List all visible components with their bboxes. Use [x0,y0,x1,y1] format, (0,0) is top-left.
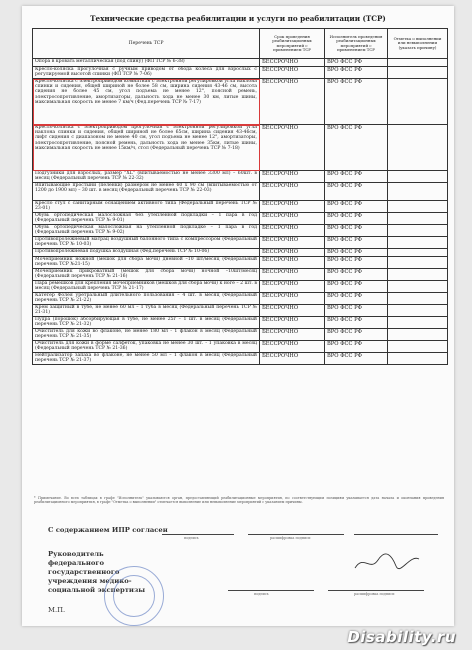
agreed-sign-line [162,534,234,535]
table-row [33,269,448,281]
mark-cell [388,257,448,269]
table-row [33,353,448,365]
mark-cell [388,67,448,79]
executor-cell: ВРО ФСС РФ [325,237,388,249]
table-row [33,293,448,305]
table-row [33,171,448,183]
term-cell: БЕССРОЧНО [260,341,325,353]
term-cell: БЕССРОЧНО [260,67,325,79]
executor-cell: ВРО ФСС РФ [325,225,388,237]
watermark: Disability.ru [347,628,456,646]
mark-cell [388,281,448,293]
executor-cell: ВРО ФСС РФ [325,59,388,67]
tsr-name-cell: Пудра (порошок) абсорбирующая в тубе, не менее 25г – 1 шт. в месяц (Федеральный перечень ТСР № 21-32) [33,317,260,329]
tsr-name-cell: Очиститель для кожи в форме салфеток, упаковка не менее 30 шт. - 1 упаковка в месяц (Федеральный перечень ТСР № 21-36) [33,341,260,353]
table-row [33,125,448,171]
table-row [33,79,448,125]
header-term: Срок проведения реабилитационных мероприятий с применением ТСР [260,29,325,59]
term-cell: БЕССРОЧНО [260,269,325,281]
tsr-name-cell: Кресло стул с санитарным оснащением активного типа (Федеральный перечень ТСР № 23-01) [33,201,260,213]
header-list: Перечень ТСР [33,29,260,59]
tsr-name-cell: Противопролежневый матрац воздушный балонного типа с компрессором (Федеральный перечень ТСР № 10-03) [33,237,260,249]
tsr-name-cell: Обувь ортопедическая малосложная без утепленной подкладки – 1 пара в год (Федеральный перечень ТСР № 9-01) [33,213,260,225]
table-row [33,237,448,249]
mark-cell [388,341,448,353]
footnote: * Примечание. Во всех таблицах в графе "Исполнитель" указываются орган, предоставляющий реабилитационные мероприятия, по соответствующим позициям указывается дата начала и окончания проведения реабилитационного мероприятия, в графе "Отметка о выполнении" отмечается выполнение или невыполнение мероприятий с указанием причины. [34,496,444,504]
term-cell: БЕССРОЧНО [260,183,325,201]
mark-cell [388,269,448,281]
name-caption-2: расшифровка подписи [354,592,395,596]
table-row [33,249,448,257]
table-row [33,305,448,317]
table-row [33,225,448,237]
mark-cell [388,79,448,125]
mark-cell [388,183,448,201]
agreed-label: С содержанием ИПР согласен [48,526,168,534]
table-row [33,317,448,329]
table-row [33,201,448,213]
mark-cell [388,225,448,237]
term-cell: БЕССРОЧНО [260,201,325,213]
tsr-name-cell: Кресло-коляска с электроприводом комнатная с электронной регулировкой угла наклона спинки и сидения, общей шириной не более 58 см, ширина сидения 43-46 см, высота сидения не более 45 см, угол подъема не менее 12°, поясной ремень, электросопротивление, амортизаторы, дальность хода не менее 30 км, литые шины, максимальная скорость не менее 7 км/ч (Фед.перечень ТСР № 7-17) [33,79,260,125]
tsr-name-cell: Крем защитный в тубе, не менее 60 мл – 1 туба в месяц (Федеральный перечень ТСР № 21-31) [33,305,260,317]
term-cell: БЕССРОЧНО [260,293,325,305]
mark-cell [388,171,448,183]
tsr-name-cell: Кресло-коляска с электроприводом прогулочная с электронной регулировкой угла наклона спинки и сидения, общей шириной не более 65см, ширина сидения 43-46см, лифт сидения с диапазоном не менее 40 см, угол подъема не менее 12°, амортизаторы, электросопротивление, поясной ремень, дальность хода не менее 35км, литые шины, максимальная скорость не менее 15км/ч, стол (Федеральный перечень ТСР № 7-18) [33,125,260,171]
executor-cell: ВРО ФСС РФ [325,249,388,257]
agreed-date-line [354,534,438,535]
term-cell: БЕССРОЧНО [260,171,325,183]
mark-cell [388,249,448,257]
term-cell: БЕССРОЧНО [260,225,325,237]
executor-cell: ВРО ФСС РФ [325,213,388,225]
tsr-name-cell: Пара ремешков для крепления мочеприемников (мешков для сбора мочи) к ноге – 2 шт. в месяц (Федеральный перечень ТСР № 21-17) [33,281,260,293]
table-row [33,341,448,353]
term-cell: БЕССРОЧНО [260,305,325,317]
executor-cell: ВРО ФСС РФ [325,79,388,125]
term-cell: БЕССРОЧНО [260,125,325,171]
term-cell: БЕССРОЧНО [260,353,325,365]
executor-cell: ВРО ФСС РФ [325,257,388,269]
agreed-name-line [248,534,344,535]
mark-cell [388,305,448,317]
tsr-name-cell: Нейтрализатор запаха во флаконе, не менее 50 мл – 1 флакон в месяц (Федеральный перечень ТСР № 21-37) [33,353,260,365]
head-label: Руководитель федерального государственного учреждения медико-социальной экспертизы [48,550,146,594]
executor-cell: ВРО ФСС РФ [325,305,388,317]
table-row [33,213,448,225]
table-row [33,67,448,79]
tsr-name-cell: Очиститель для кожи во флаконе, не менее 180 мл - 1 флакон в месяц (Федеральный перечень ТСР № 21-35) [33,329,260,341]
term-cell: БЕССРОЧНО [260,249,325,257]
tsr-name-cell: Катетер Фолея уретральный длительного пользования – 4 шт. в месяц (Федеральный перечень ТСР № 21-22) [33,293,260,305]
mark-cell [388,329,448,341]
header-mark: Отметка о выполнении или невыполнении (указать причину) [388,29,448,59]
tsr-name-cell: Впитывающие простыни (пеленки) размером не менее 60 х 90 см (впитываемостью от 1200 до 1900 мл) – 30 шт. в месяц (Федеральный перечень ТСР № 22-03) [33,183,260,201]
executor-cell: ВРО ФСС РФ [325,317,388,329]
document-title: Технические средства реабилитации и услуги по реабилитации (ТСР) [90,14,386,23]
table-header-row [33,29,448,59]
term-cell: БЕССРОЧНО [260,79,325,125]
term-cell: БЕССРОЧНО [260,213,325,225]
executor-cell: ВРО ФСС РФ [325,67,388,79]
table-body [33,59,448,365]
term-cell: БЕССРОЧНО [260,329,325,341]
name-caption: расшифровка подписи [270,536,311,540]
executor-cell: ВРО ФСС РФ [325,201,388,213]
table-row [33,257,448,269]
term-cell: БЕССРОЧНО [260,281,325,293]
tsr-name-cell: Подгузники для взрослых, размер "XL" (впитываемостью не менее 3300 мл) – 60шт. в месяц (Федеральный перечень ТСР № 22-32) [33,171,260,183]
mark-cell [388,353,448,365]
header-executor: Исполнитель проведения реабилитационных мероприятий с применением ТСР [325,29,388,59]
head-name-line [328,590,424,591]
tsr-table [32,28,448,365]
tsr-name-cell: Кресло-коляска прогулочная с ручным приводом от обода колеса для взрослых с регулируемой высотой спинки (ФП ТСР № 7-06) [33,67,260,79]
round-stamp [104,566,164,626]
document-page [22,6,454,626]
table-row [33,281,448,293]
executor-cell: ВРО ФСС РФ [325,341,388,353]
mark-cell [388,213,448,225]
tsr-name-cell: Мочеприемник прикроватный (мешок для сбора мочи) ночной –10шт/месяц (Федеральный перечень ТСР № 21-16) [33,269,260,281]
executor-cell: ВРО ФСС РФ [325,183,388,201]
tsr-name-cell: Опора в кровать металлическая (под спину) (ФП ТСР № 6-38) [33,59,260,67]
mark-cell [388,237,448,249]
table-row [33,59,448,67]
mark-cell [388,201,448,213]
mark-cell [388,317,448,329]
mark-cell [388,125,448,171]
sign-caption: подпись [184,536,199,540]
executor-cell: ВРО ФСС РФ [325,269,388,281]
table-row [33,183,448,201]
mark-cell [388,59,448,67]
tsr-name-cell: Обувь ортопедическая малосложная на утепленной подкладке – 1 пара в год (Федеральный перечень ТСР № 9-02) [33,225,260,237]
head-sign-line [228,590,314,591]
executor-cell: ВРО ФСС РФ [325,293,388,305]
stamp-label: М.П. [48,606,66,614]
executor-cell: ВРО ФСС РФ [325,171,388,183]
executor-cell: ВРО ФСС РФ [325,329,388,341]
sign-caption-2: подпись [254,592,269,596]
mark-cell [388,293,448,305]
executor-cell: ВРО ФСС РФ [325,281,388,293]
tsr-name-cell: Мочеприемник ножной (мешок для сбора мочи) дневной –10 шт/месяц (Федеральный перечень ТСР №21-15) [33,257,260,269]
executor-cell: ВРО ФСС РФ [325,353,388,365]
term-cell: БЕССРОЧНО [260,59,325,67]
table-row [33,329,448,341]
handwritten-signature [352,550,422,574]
executor-cell: ВРО ФСС РФ [325,125,388,171]
tsr-name-cell: Противопролежневая подушка воздушная (Фед.перечень ТСР № 10-06) [33,249,260,257]
term-cell: БЕССРОЧНО [260,237,325,249]
term-cell: БЕССРОЧНО [260,257,325,269]
term-cell: БЕССРОЧНО [260,317,325,329]
